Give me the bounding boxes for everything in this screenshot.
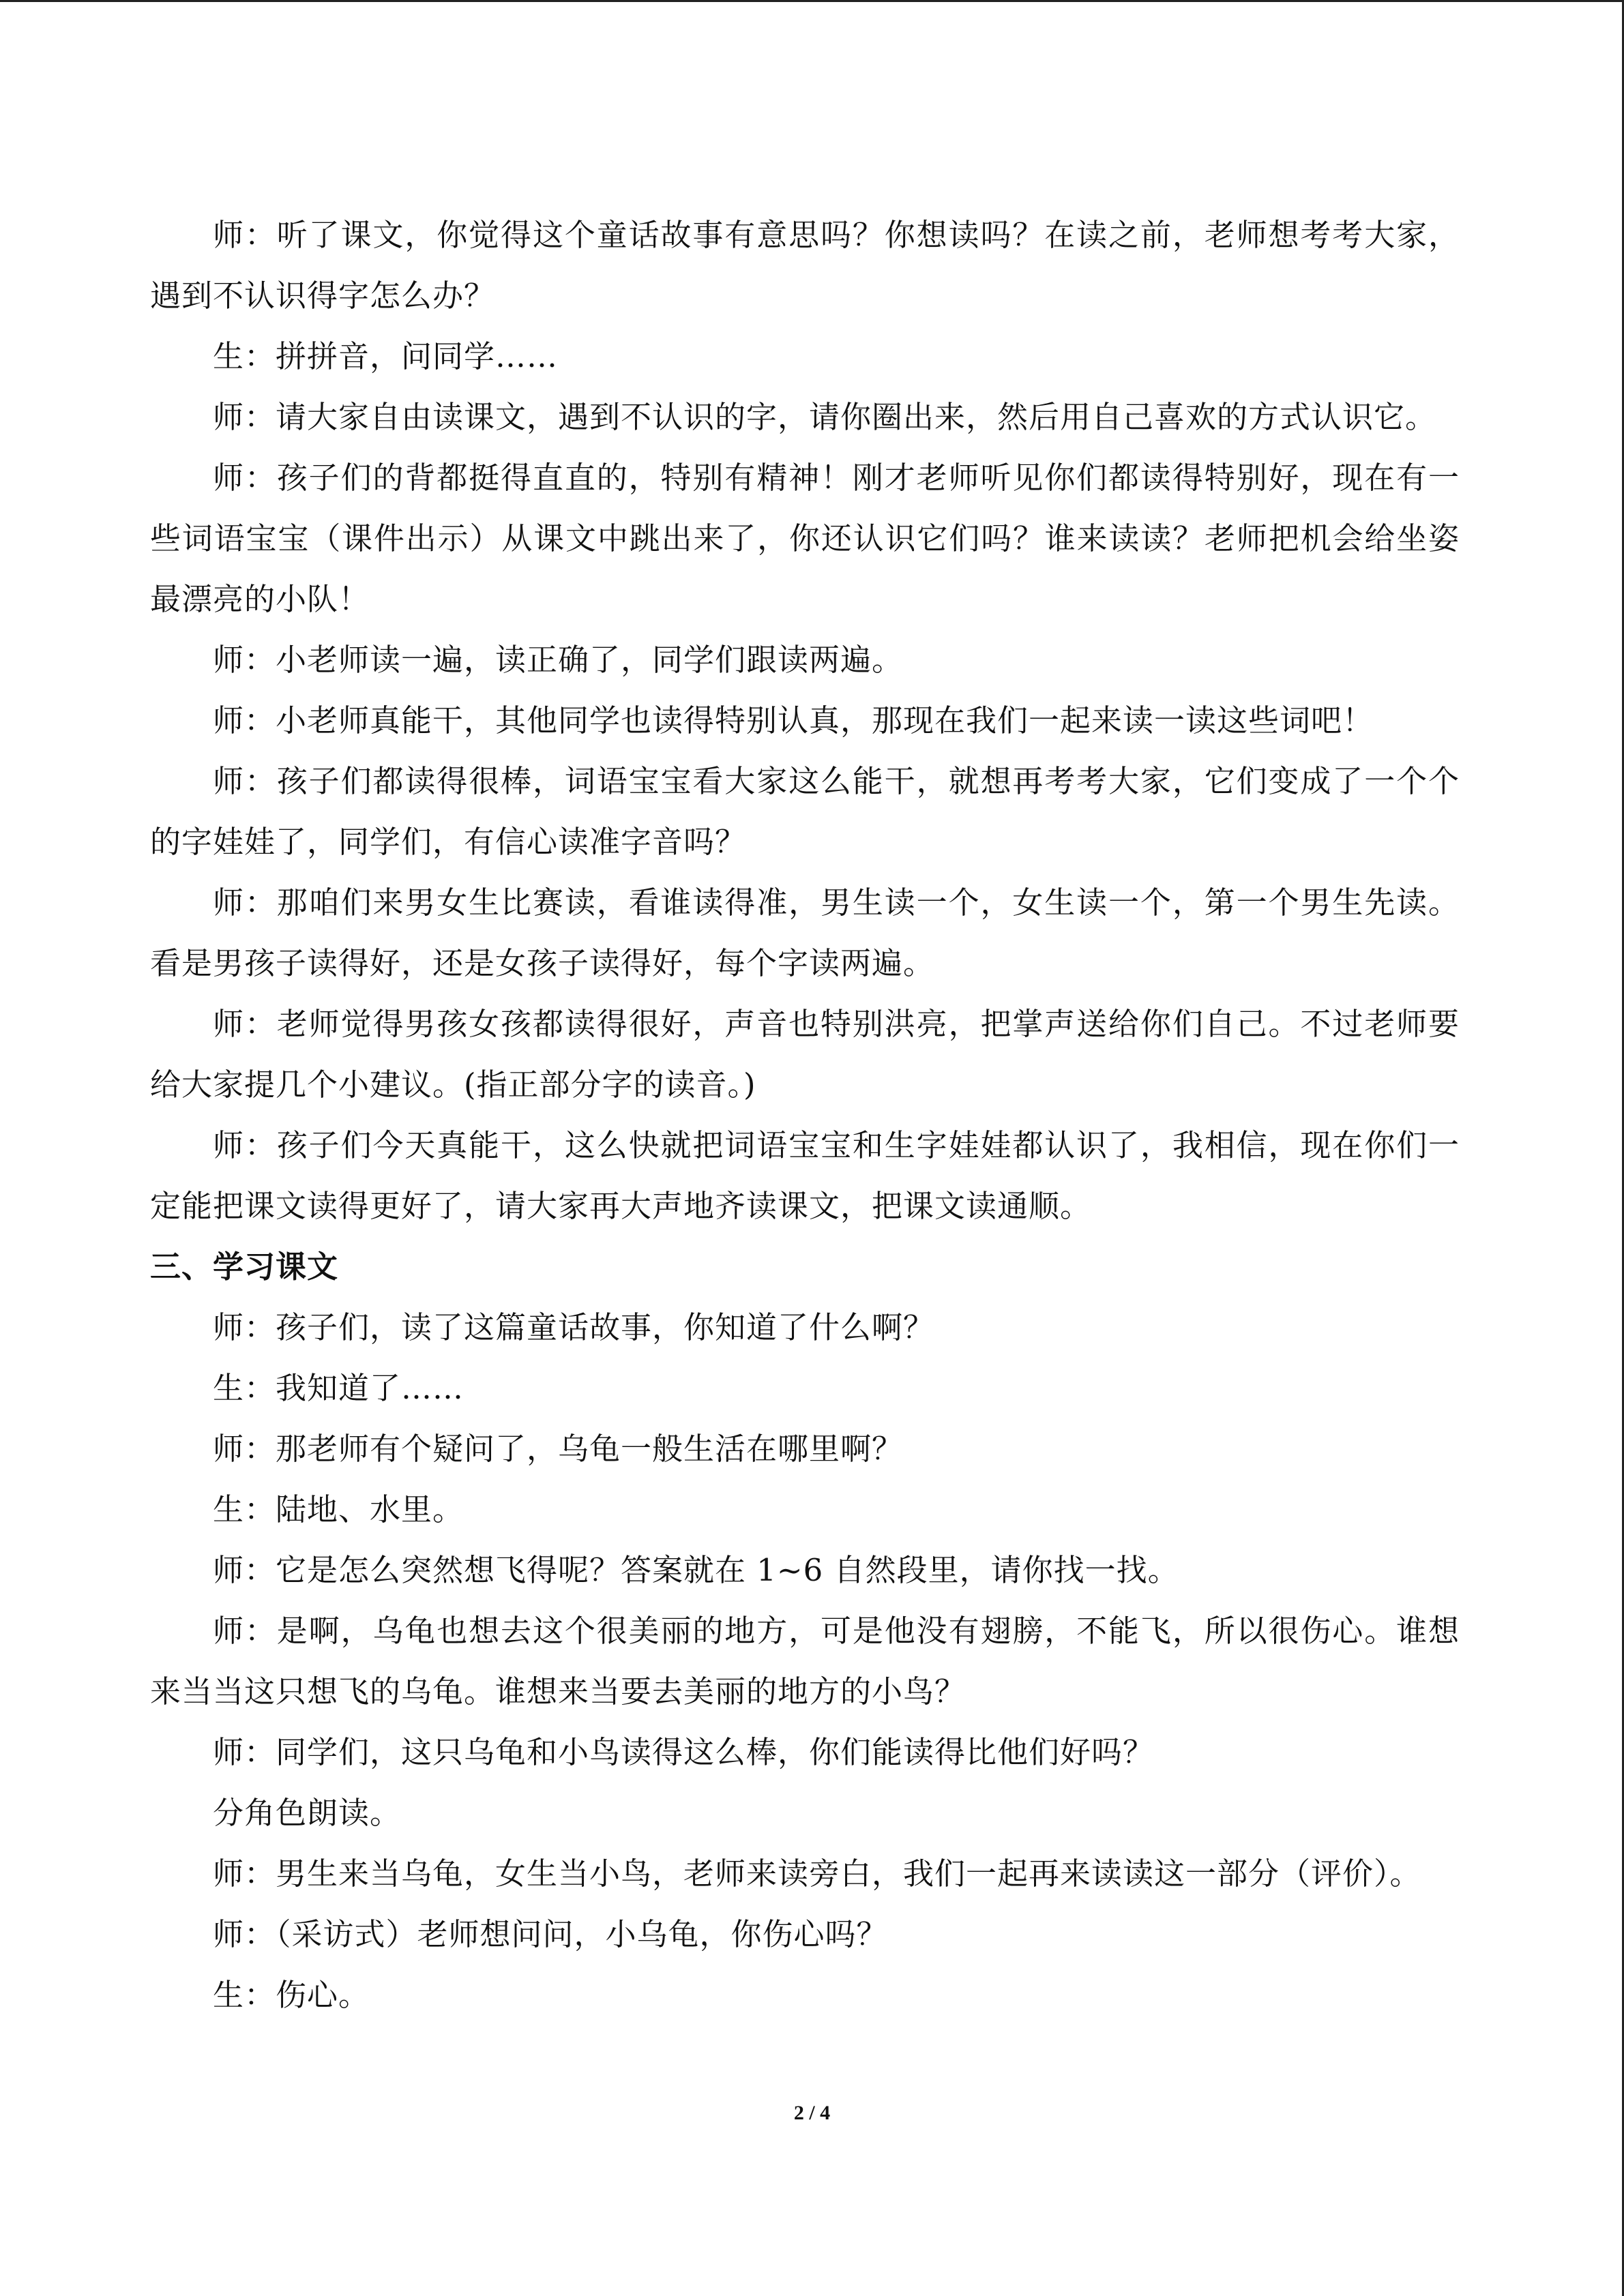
paragraph: 师：孩子们的背都挺得直直的，特别有精神！刚才老师听见你们都读得特别好，现在有一些词语宝宝（课件出示）从课文中跳出来了，你还认识它们吗？谁来读读？老师把机会给坐姿最漂亮的小队！ — [150, 460, 1460, 617]
paragraph: 师：男生来当乌龟，女生当小鸟，老师来读旁白，我们一起再来读读这一部分（评价）。 — [213, 1855, 1421, 1892]
section-heading: 三、学习课文 — [150, 1249, 339, 1285]
paragraph: 师：孩子们今天真能干，这么快就把词语宝宝和生字娃娃都认识了，我相信，现在你们一定能把课文读得更好了，请大家再大声地齐读课文，把课文读通顺。 — [150, 1127, 1460, 1224]
paragraph: 生：陆地、水里。 — [213, 1491, 464, 1527]
paragraph: 生：伤心。 — [213, 1977, 370, 2013]
paragraph: 师：是啊，乌龟也想去这个很美丽的地方，可是他没有翅膀，不能飞，所以很伤心。谁想来当当这只想飞的乌龟。谁想来当要去美丽的地方的小鸟？ — [150, 1613, 1460, 1710]
page-number: 2 / 4 — [793, 2102, 831, 2124]
paragraph: 师：听了课文，你觉得这个童话故事有意思吗？你想读吗？在读之前，老师想考考大家，遇到不认识得字怎么办？ — [150, 217, 1460, 314]
paragraph: 师：小老师真能干，其他同学也读得特别认真，那现在我们一起来读一读这些词吧！ — [213, 702, 1374, 739]
paragraph: 师：请大家自由读课文，遇到不认识的字，请你圈出来，然后用自己喜欢的方式认识它。 — [213, 399, 1437, 435]
paragraph: 师：它是怎么突然想飞得呢？答案就在 1~6 自然段里，请你找一找。 — [213, 1552, 1179, 1588]
paragraph: 分角色朗读。 — [213, 1795, 402, 1831]
paragraph: 师：小老师读一遍，读正确了，同学们跟读两遍。 — [213, 642, 904, 678]
paragraph: 师：同学们，这只乌龟和小鸟读得这么棒，你们能读得比他们好吗？ — [213, 1734, 1155, 1770]
paragraph: 师：那咱们来男女生比赛读，看谁读得准，男生读一个，女生读一个，第一个男生先读。看是男孩子读得好，还是女孩子读得好，每个字读两遍。 — [150, 884, 1460, 981]
paragraph: 师：孩子们，读了这篇童话故事，你知道了什么啊？ — [213, 1309, 935, 1345]
paragraph: 师：那老师有个疑问了，乌龟一般生活在哪里啊？ — [213, 1431, 904, 1467]
paragraph: 师：孩子们都读得很棒，词语宝宝看大家这么能干，就想再考考大家，它们变成了一个个的字娃娃了，同学们，有信心读准字音吗？ — [150, 763, 1460, 860]
paragraph: 师：（采访式）老师想问问，小乌龟，你伤心吗？ — [213, 1916, 888, 1952]
page-top-border — [0, 0, 1624, 2]
paragraph: 师：老师觉得男孩女孩都读得很好，声音也特别洪亮，把掌声送给你们自己。不过老师要给大家提几个小建议。(指正部分字的读音。) — [150, 1006, 1460, 1103]
paragraph: 生：我知道了…… — [213, 1370, 464, 1406]
paragraph: 生：拼拼音，问同学…… — [213, 338, 559, 374]
document-body — [150, 205, 1460, 2025]
